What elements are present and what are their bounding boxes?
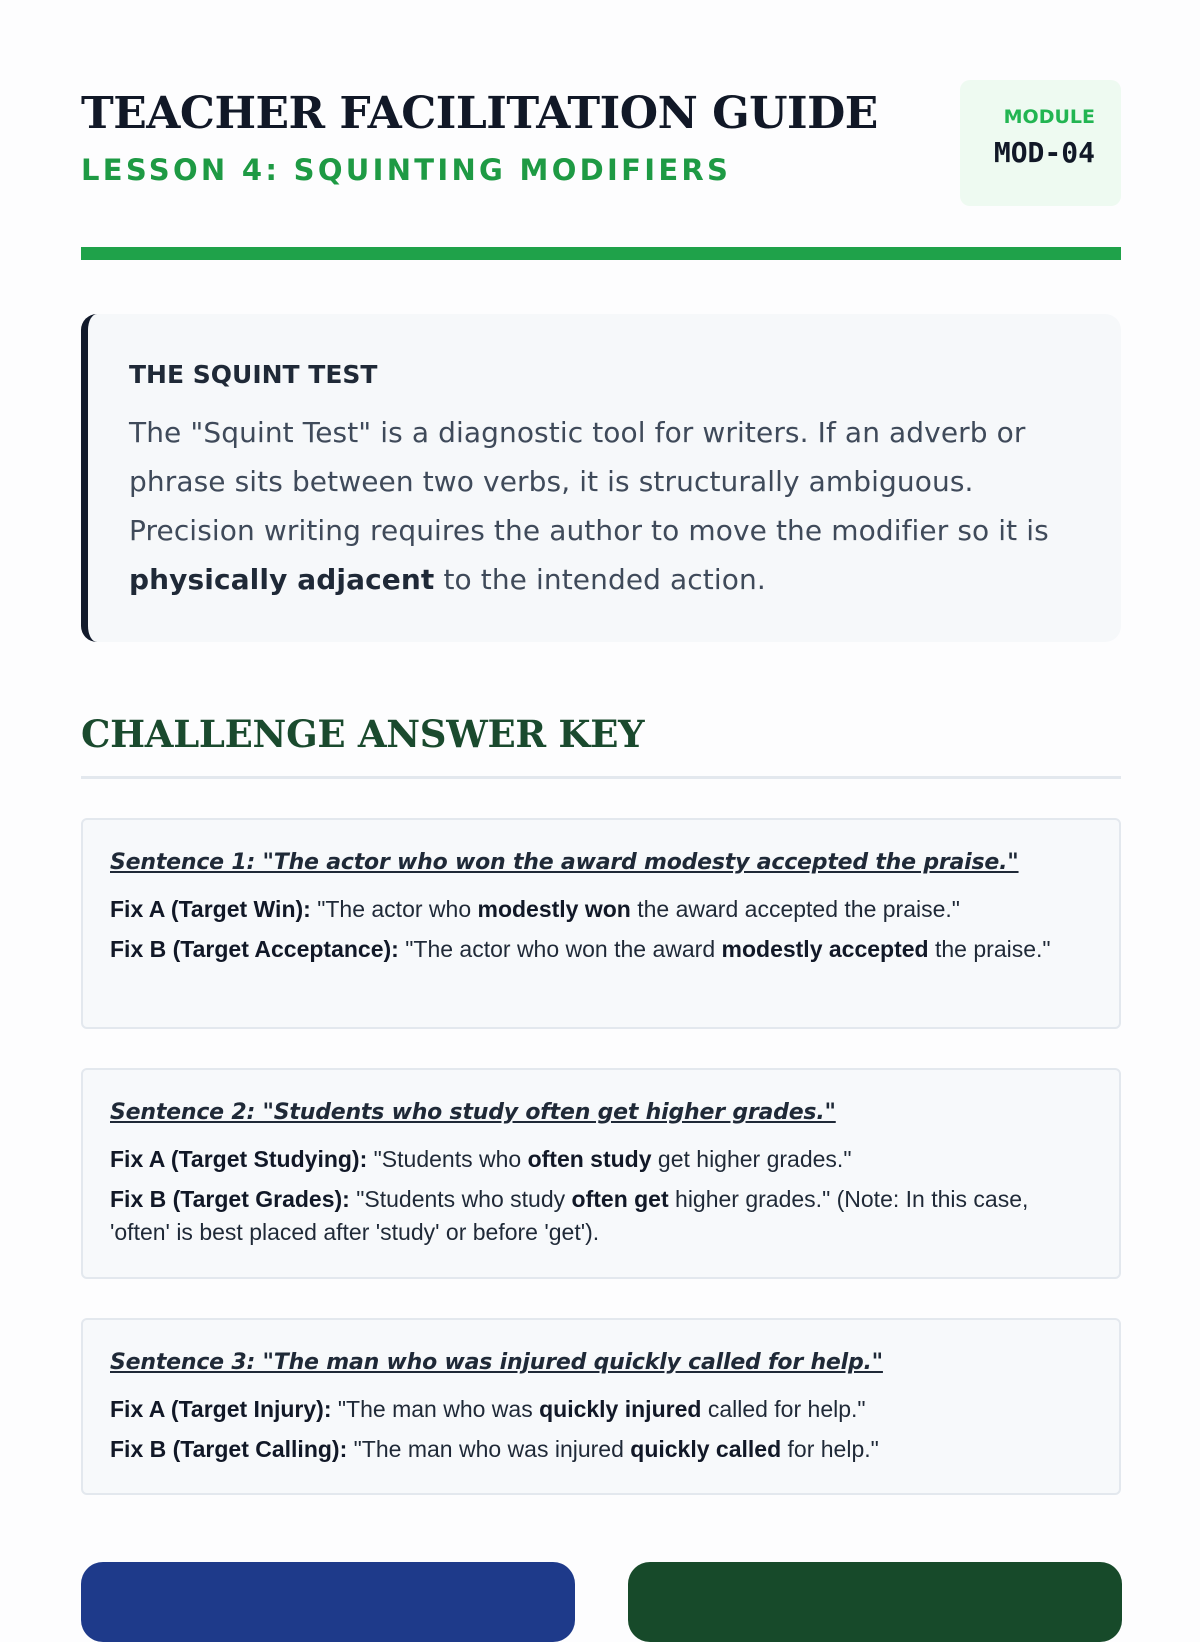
callout-body-text: The "Squint Test" is a diagnostic tool for writers. If an adverb or phrase sits between two verbs, it is structurally ambiguous. Precision writing requires the author to move the modifier so it is — [129, 416, 1049, 547]
fix-label: Fix A (Target Win): — [110, 896, 311, 923]
fix-label: Fix B (Target Acceptance): — [110, 936, 399, 963]
fix-b — [110, 1433, 1093, 1466]
fix-emphasis: modestly won — [477, 896, 631, 923]
answer-card — [81, 818, 1121, 1029]
guide-title: TEACHER FACILITATION GUIDE — [81, 88, 878, 139]
sentence-title: Sentence 2: "Students who study often get higher grades." — [110, 1100, 836, 1125]
module-badge — [960, 80, 1121, 206]
fix-label: Fix A (Target Studying): — [110, 1146, 368, 1173]
answer-card — [81, 1068, 1121, 1279]
fix-b — [110, 933, 1093, 966]
fix-text: the praise." — [935, 936, 1051, 963]
module-code: MOD-04 — [993, 136, 1095, 169]
resource-card-green[interactable] — [628, 1562, 1122, 1642]
fix-text: the award accepted the praise." — [637, 896, 960, 923]
callout-body — [129, 408, 1061, 604]
fix-text: "The actor who won the award — [405, 936, 716, 963]
lesson-subtitle: LESSON 4: SQUINTING MODIFIERS — [81, 153, 732, 187]
header-divider — [81, 247, 1121, 260]
answer-key-divider — [81, 776, 1121, 779]
callout-body-tail: to the intended action. — [443, 563, 766, 596]
fix-text: "The man who was injured — [353, 1436, 624, 1463]
fix-text: for help." — [787, 1436, 879, 1463]
fix-text: get higher grades." — [657, 1146, 852, 1173]
answer-key-heading: CHALLENGE ANSWER KEY — [81, 712, 645, 756]
fix-label: Fix A (Target Injury): — [110, 1396, 332, 1423]
callout-emphasis: physically adjacent — [129, 563, 435, 596]
fix-a — [110, 1393, 1093, 1426]
fix-emphasis: modestly accepted — [721, 936, 929, 963]
fix-a — [110, 1143, 1093, 1176]
answer-card — [81, 1318, 1121, 1495]
squint-test-callout — [81, 314, 1121, 642]
fix-text: "The actor who — [317, 896, 472, 923]
fix-label: Fix B (Target Grades): — [110, 1186, 350, 1213]
fix-text: higher grades." (Note: In this case, 'often' is best placed after 'study' or before 'get'). — [110, 1186, 1029, 1246]
fix-a — [110, 893, 1093, 926]
guide-header — [81, 80, 1121, 206]
fix-b — [110, 1183, 1093, 1249]
fix-emphasis: often get — [571, 1186, 669, 1213]
fix-emphasis: quickly called — [630, 1436, 782, 1463]
module-label: MODULE — [1003, 106, 1095, 128]
fix-emphasis: quickly injured — [539, 1396, 702, 1423]
fix-text: "Students who — [373, 1146, 522, 1173]
fix-text: "The man who was — [337, 1396, 533, 1423]
sentence-title: Sentence 1: "The actor who won the award modesty accepted the praise." — [110, 850, 1019, 875]
fix-emphasis: often study — [527, 1146, 652, 1173]
sentence-title: Sentence 3: "The man who was injured quickly called for help." — [110, 1350, 883, 1375]
callout-heading: THE SQUINT TEST — [129, 360, 378, 389]
fix-text: "Students who study — [356, 1186, 566, 1213]
resource-card-blue[interactable] — [81, 1562, 575, 1642]
fix-text: called for help." — [707, 1396, 866, 1423]
fix-label: Fix B (Target Calling): — [110, 1436, 348, 1463]
